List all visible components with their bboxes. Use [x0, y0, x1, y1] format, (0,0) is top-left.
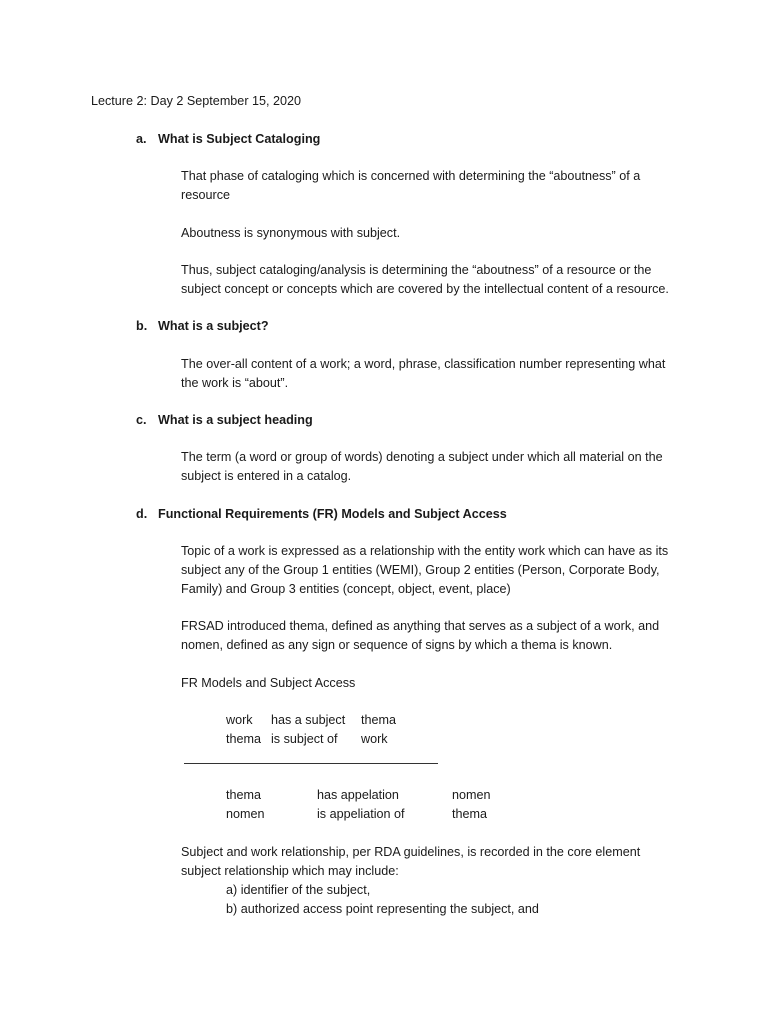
text-line: subject relationship which may include: — [181, 864, 399, 878]
relationship-row — [0, 805, 768, 824]
section-d-heading — [136, 505, 507, 524]
text-line: subject any of the Group 1 entities (WEMI), Group 2 entities (Person, Corporate Body, — [181, 563, 660, 577]
text-line: nomen, defined as any sign or sequence of signs by which a thema is known. — [181, 638, 613, 652]
relationship-entity: thema — [361, 713, 397, 727]
section-d-paragraph-2 — [181, 617, 681, 655]
lecture-title: Lecture 2: Day 2 September 15, 2020 — [91, 94, 302, 108]
relationship-predicate: is appeliation of — [317, 807, 405, 821]
section-b-letter: b. — [136, 319, 148, 333]
section-d-paragraph-3 — [181, 843, 681, 881]
text-line: subject concept or concepts which are covered by the intellectual content of a resource. — [181, 282, 669, 296]
text-line: the work is “about”. — [181, 376, 289, 390]
section-b-title: What is a subject? — [158, 319, 269, 333]
section-a-paragraph-1 — [181, 167, 681, 205]
relationship-entity: thema — [452, 807, 488, 821]
section-b-heading — [136, 317, 269, 336]
text-line: Thus, subject cataloging/analysis is determining the “aboutness” of a resource or the — [181, 263, 652, 277]
text-line: FRSAD introduced thema, defined as anything that serves as a subject of a work, and — [181, 619, 660, 633]
text-line: Subject and work relationship, per RDA guidelines, is recorded in the core element — [181, 845, 641, 859]
list-item-b: b) authorized access point representing the subject, and — [226, 902, 539, 916]
text-line: Aboutness is synonymous with subject. — [181, 226, 401, 240]
text-line: subject is entered in a catalog. — [181, 469, 352, 483]
text-line: Topic of a work is expressed as a relationship with the entity work which can have as its — [181, 544, 669, 558]
section-c-letter: c. — [136, 413, 147, 427]
text-line: The term (a word or group of words) denoting a subject under which all material on the — [181, 450, 663, 464]
text-line: Family) and Group 3 entities (concept, object, event, place) — [181, 582, 511, 596]
section-d-paragraph-1 — [181, 542, 681, 599]
relationship-row — [0, 730, 768, 749]
relationship-entity: work — [361, 732, 388, 746]
relationship-predicate: has appelation — [317, 788, 399, 802]
section-d-letter: d. — [136, 507, 148, 521]
relationship-entity: thema — [226, 788, 262, 802]
section-a-paragraph-2 — [181, 224, 681, 243]
relationship-entity: thema — [226, 732, 262, 746]
relationship-entity: work — [226, 713, 253, 727]
section-d-title: Functional Requirements (FR) Models and Subject Access — [158, 507, 507, 521]
section-c-title: What is a subject heading — [158, 413, 313, 427]
relationship-row — [0, 786, 768, 805]
relationship-predicate: has a subject — [271, 713, 346, 727]
relationship-entity: nomen — [226, 807, 265, 821]
horizontal-divider — [184, 763, 438, 764]
section-a-heading — [136, 130, 320, 149]
text-line: That phase of cataloging which is concerned with determining the “aboutness” of a — [181, 169, 641, 183]
list-item-a: a) identifier of the subject, — [226, 883, 371, 897]
relationship-predicate: is subject of — [271, 732, 338, 746]
relationship-entity: nomen — [452, 788, 491, 802]
section-a-letter: a. — [136, 132, 147, 146]
section-a-title: What is Subject Cataloging — [158, 132, 321, 146]
section-b-paragraph-1 — [181, 355, 681, 393]
section-a-paragraph-3 — [181, 261, 681, 299]
text-line: resource — [181, 188, 230, 202]
text-line: The over-all content of a work; a word, phrase, classification number representing what — [181, 357, 666, 371]
relationship-row — [0, 711, 768, 730]
section-c-heading — [136, 411, 313, 430]
fr-models-label: FR Models and Subject Access — [181, 676, 356, 690]
section-c-paragraph-1 — [181, 448, 681, 486]
